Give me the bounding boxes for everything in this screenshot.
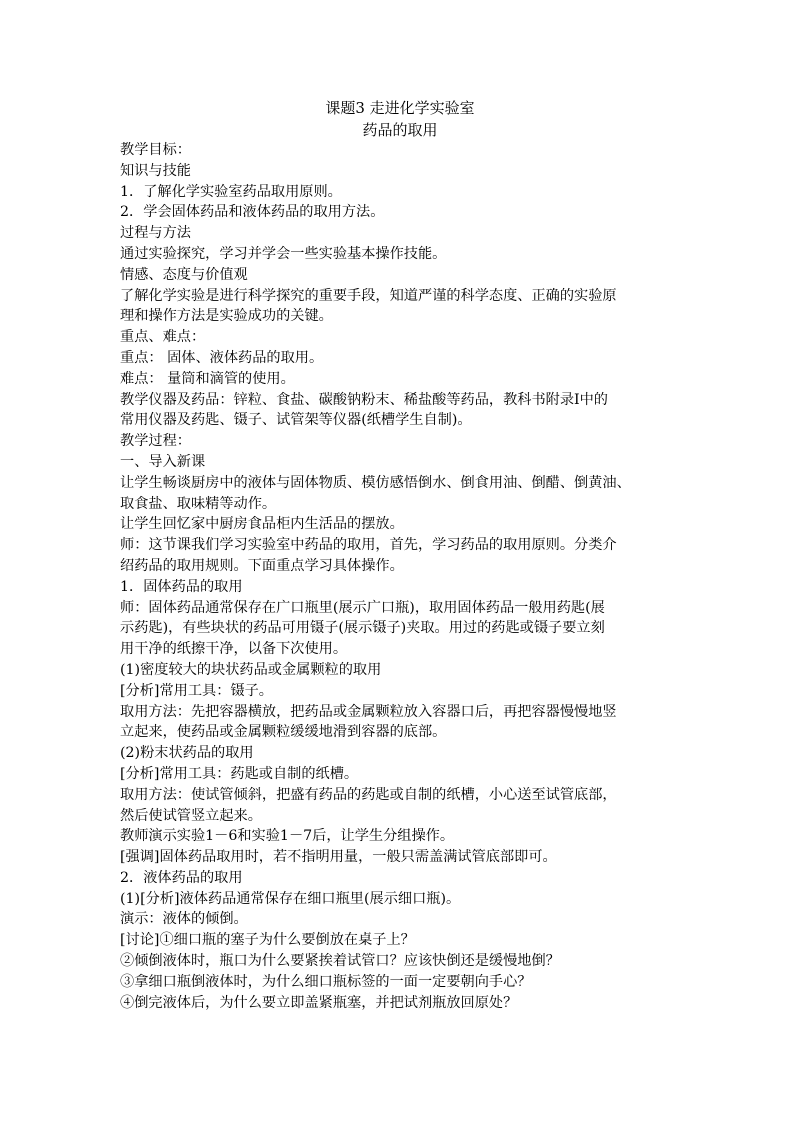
text-line: 了解化学实验是进行科学探究的重要手段，知道严谨的科学态度、正确的实验原 bbox=[120, 287, 617, 304]
text-line: [讨论]①细口瓶的塞子为什么要倒放在桌子上？ bbox=[120, 932, 415, 949]
text-line: 取用方法：使试管倾斜，把盛有药品的药匙或自制的纸槽，小心送至试管底部， bbox=[120, 786, 617, 803]
text-line: 让学生畅谈厨房中的液体与固体物质、模仿感悟倒水、倒食用油、倒醋、倒黄油、 bbox=[120, 474, 631, 491]
text-line: 1．了解化学实验室药品取用原则。 bbox=[120, 183, 342, 200]
text-line: ④倒完液体后，为什么要立即盖紧瓶塞，并把试剂瓶放回原处？ bbox=[120, 994, 518, 1011]
title-block bbox=[120, 97, 680, 141]
text-line: 用干净的纸擦干净，以备下次使用。 bbox=[120, 641, 348, 658]
text-line: 取食盐、取味精等动作。 bbox=[120, 495, 277, 512]
text-line: 重点、难点： bbox=[120, 329, 206, 346]
text-line: 让学生回忆家中厨房食品柜内生活品的摆放。 bbox=[120, 516, 404, 533]
text-line: 然后使试管竖立起来。 bbox=[120, 807, 262, 824]
lesson-title: 课题3 走进化学实验室 bbox=[325, 99, 475, 117]
lesson-subtitle: 药品的取用 bbox=[362, 121, 438, 139]
text-line: 师：固体药品通常保存在广口瓶里(展示广口瓶)，取用固体药品一般用药匙(展 bbox=[120, 599, 605, 616]
text-line: 示药匙)，有些块状的药品可用镊子(展示镊子)夹取。用过的药匙或镊子要立刻 bbox=[120, 620, 605, 637]
text-line: ③拿细口瓶倒液体时，为什么细口瓶标签的一面一定要朝向手心？ bbox=[120, 973, 532, 990]
text-line: 1．固体药品的取用 bbox=[120, 578, 243, 595]
text-line: 立起来，使药品或金属颗粒缓缓地滑到容器的底部。 bbox=[120, 724, 447, 741]
text-line: [分析]常用工具：镊子。 bbox=[120, 682, 273, 699]
text-line: 通过实验探究，学习并学会一些实验基本操作技能。 bbox=[120, 245, 447, 262]
text-line: 教师演示实验1－6和实验1－7后，让学生分组操作。 bbox=[120, 828, 455, 845]
text-line: 情感、态度与价值观 bbox=[120, 266, 248, 283]
text-line: (1)[分析]液体药品通常保存在细口瓶里(展示细口瓶)。 bbox=[120, 890, 461, 907]
text-line: [强调]固体药品取用时，若不指明用量，一般只需盖满试管底部即可。 bbox=[120, 849, 557, 866]
text-line: (1)密度较大的块状药品或金属颗粒的取用 bbox=[120, 661, 382, 678]
lesson-body bbox=[120, 140, 680, 1013]
text-line: 绍药品的取用规则。下面重点学习具体操作。 bbox=[120, 557, 404, 574]
text-line: 难点： 量筒和滴管的使用。 bbox=[120, 370, 295, 387]
text-line: ②倾倒液体时，瓶口为什么要紧挨着试管口？应该快倒还是缓慢地倒？ bbox=[120, 953, 560, 970]
text-line: 理和操作方法是实验成功的关键。 bbox=[120, 308, 333, 325]
text-line: 常用仪器及药匙、镊子、试管架等仪器(纸槽学生自制)。 bbox=[120, 412, 472, 429]
text-line: 教学目标： bbox=[120, 142, 191, 158]
text-line: 演示：液体的倾倒。 bbox=[120, 911, 248, 928]
text-line: 过程与方法 bbox=[120, 225, 191, 242]
text-line: (2)粉末状药品的取用 bbox=[120, 745, 254, 762]
text-line: 知识与技能 bbox=[120, 162, 191, 179]
text-line: 一、导入新课 bbox=[120, 453, 206, 470]
text-line: [分析]常用工具：药匙或自制的纸槽。 bbox=[120, 765, 359, 782]
text-line: 重点： 固体、液体药品的取用。 bbox=[120, 349, 324, 366]
text-line: 教学过程： bbox=[120, 433, 191, 450]
text-line: 2．液体药品的取用 bbox=[120, 869, 243, 886]
text-line: 师：这节课我们学习实验室中药品的取用，首先，学习药品的取用原则。分类介 bbox=[120, 537, 617, 554]
text-line: 2．学会固体药品和液体药品的取用方法。 bbox=[120, 204, 385, 221]
text-line: 教学仪器及药品：锌粒、食盐、碳酸钠粉末、稀盐酸等药品，教科书附录Ⅰ中的 bbox=[120, 391, 608, 408]
text-line: 取用方法：先把容器横放，把药品或金属颗粒放入容器口后，再把容器慢慢地竖 bbox=[120, 703, 617, 720]
